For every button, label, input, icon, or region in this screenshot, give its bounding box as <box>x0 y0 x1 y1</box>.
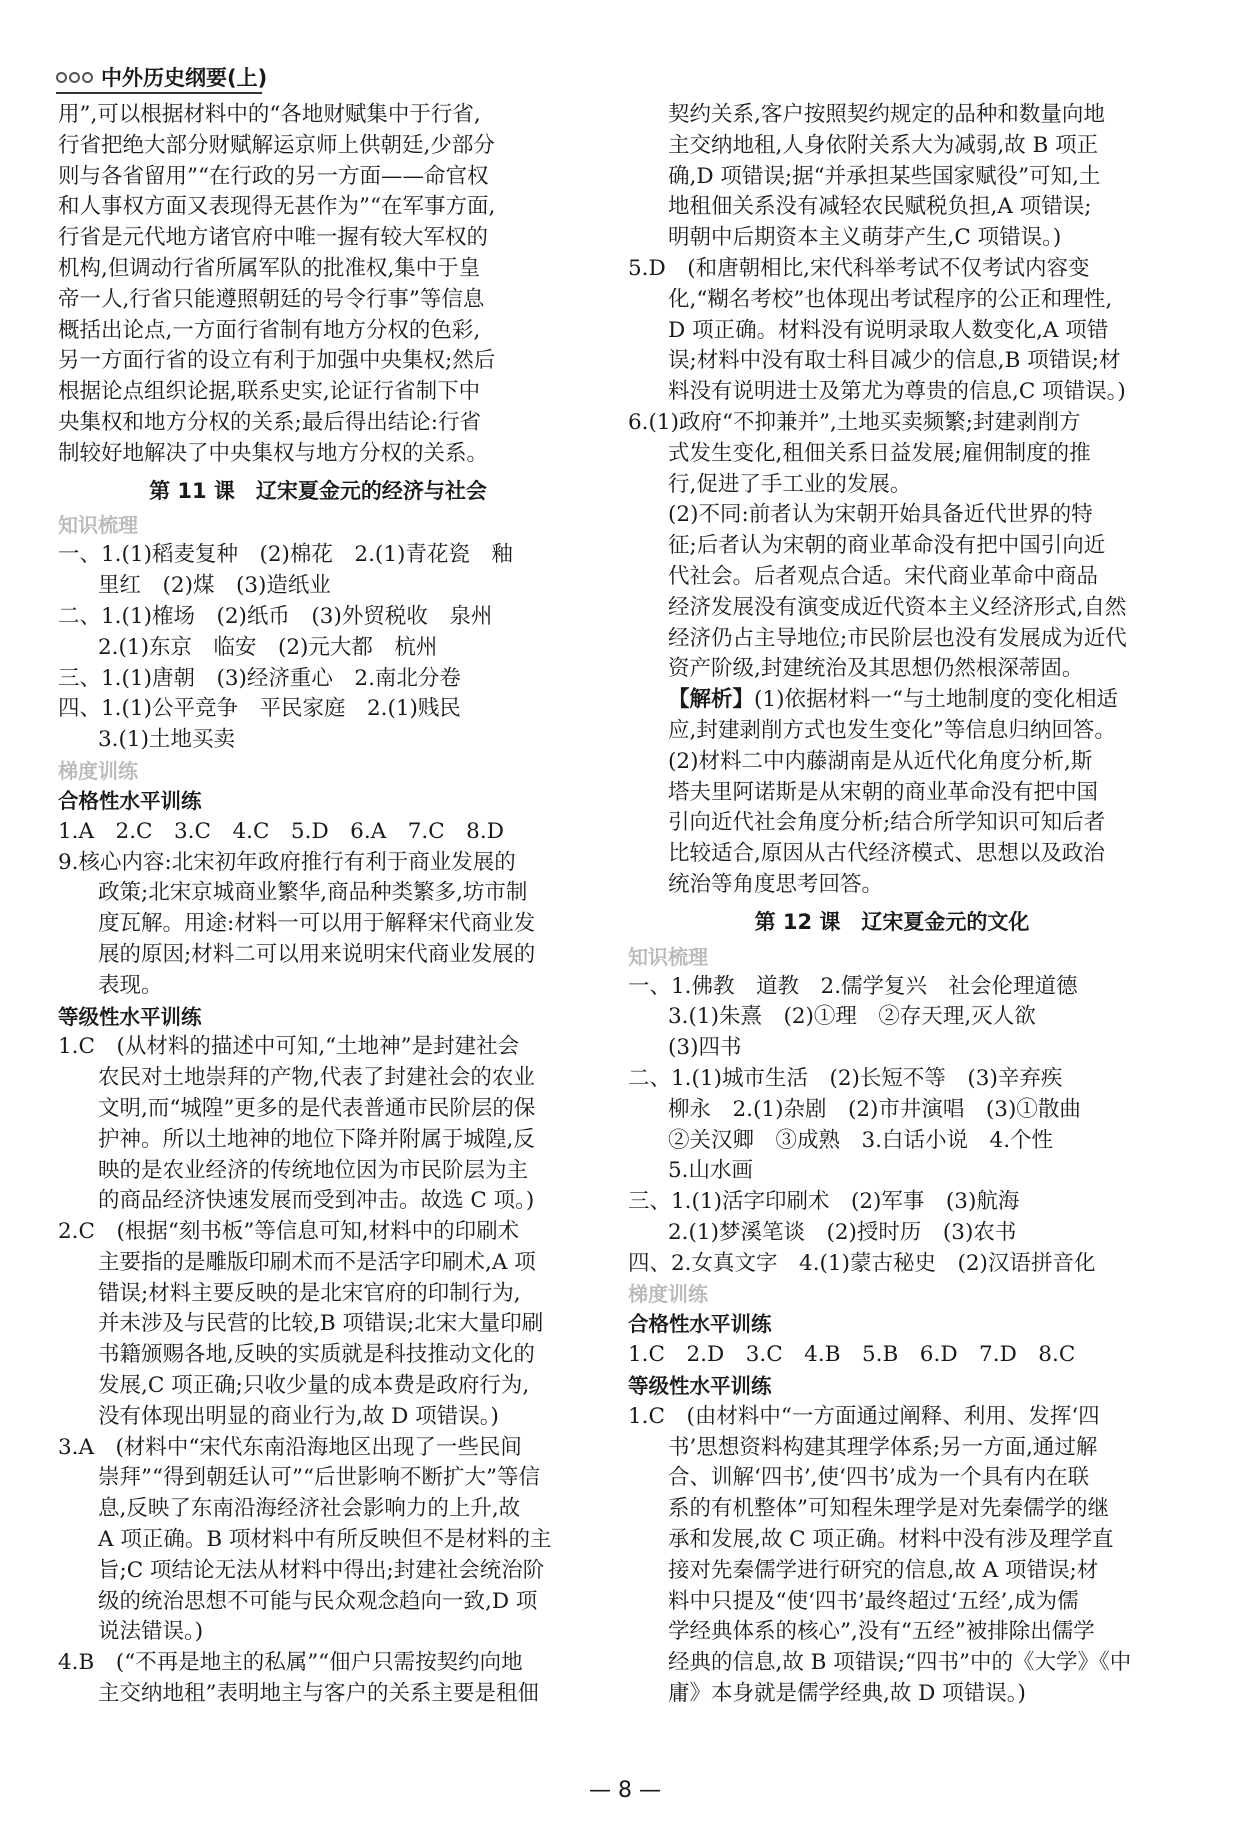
text-line: 主交纳地租,人身依附关系大为减弱,故 B 项正 <box>668 132 1099 158</box>
text-line: 息,反映了东南沿海经济社会影响力的上升,故 <box>98 1496 521 1522</box>
text-line: 机构,但调动行省所属军队的批准权,集中于皇 <box>58 255 481 281</box>
text-line: D 项正确。材料没有说明录取人数变化,A 项错 <box>668 317 1109 343</box>
text-line: ②关汉卿 ③成熟 3.白话小说 4.个性 <box>668 1127 1054 1153</box>
text-line: 行省是元代地方诸官府中唯一握有较大军权的 <box>58 225 489 251</box>
text-line: 承和发展,故 C 项正确。材料中没有涉及理学直 <box>668 1527 1114 1553</box>
section-knowledge: 知识梳理 <box>58 513 138 538</box>
analysis-label: 【解析】 <box>668 687 755 713</box>
text-line: 引向近代社会角度分析;结合所学知识可知后者 <box>668 810 1106 836</box>
text-line: 行,促进了手工业的发展。 <box>668 471 912 497</box>
text-line: 料中只提及“使‘四书’最终超过‘五经’,成为儒 <box>668 1588 1079 1614</box>
text-line: 应,封建剥削方式也发生变化”等信息归纳回答。 <box>668 717 1116 743</box>
text-line: 5.D (和唐朝相比,宋代科举考试不仅考试内容变 <box>628 255 1090 281</box>
text-line: 误;材料中没有取士科目减少的信息,B 项错误;材 <box>668 348 1121 374</box>
text-line: 书’思想资料构建其理学体系;另一方面,通过解 <box>668 1434 1098 1460</box>
header-ornament-icon <box>56 72 93 83</box>
text-line: 征;后者认为宋朝的商业革命没有把中国引向近 <box>668 533 1106 559</box>
text-line: 统治等角度思考回答。 <box>668 871 884 897</box>
text-line: 和人事权方面又表现得无甚作为”“在军事方面, <box>58 194 496 220</box>
text-line: 接对先秦儒学进行研究的信息,故 A 项错误;材 <box>668 1557 1099 1583</box>
text-line: 崇拜”“得到朝廷认可”“后世影响不断扩大”等信 <box>98 1465 540 1491</box>
text-line: (3)四书 <box>668 1035 742 1061</box>
right-column <box>628 100 1156 1710</box>
text-line: 化,“糊名考校”也体现出考试程序的公正和理性, <box>668 286 1113 312</box>
text-line: 行省把绝大部分财赋解运京师上供朝廷,少部分 <box>58 132 495 158</box>
text-line: 1.C (由材料中“一方面通过阐释、利用、发挥‘四 <box>628 1403 1100 1429</box>
text-line: 旨;C 项结论无法从材料中得出;封建社会统治阶 <box>98 1557 545 1583</box>
subsection-advanced: 等级性水平训练 <box>58 1004 202 1029</box>
subsection-basic: 合格性水平训练 <box>58 788 202 813</box>
text-line: 说法错误。) <box>98 1619 204 1645</box>
text-line: 2.(1)梦溪笔谈 (2)授时历 (3)农书 <box>668 1219 1017 1245</box>
text-line: 9.核心内容:北宋初年政府推行有利于商业发展的 <box>58 849 516 875</box>
text-line: 比较适合,原因从古代经济模式、思想以及政治 <box>668 841 1105 867</box>
text-line: 没有体现出明显的商业行为,故 D 项错误。) <box>98 1403 499 1429</box>
text-line: 并未涉及与民营的比较,B 项错误;北宋大量印刷 <box>98 1311 544 1337</box>
answer-2 <box>58 1217 578 1433</box>
text-line: 一、1.佛教 道教 2.儒学复兴 社会伦理道德 <box>628 973 1078 999</box>
text-line: 央集权和地方分权的关系;最后得出结论:行省 <box>58 409 481 435</box>
text-line: 概括出论点,一方面行省制有地方分权的色彩, <box>58 317 481 343</box>
text-line: 2.C (根据“刻书板”等信息可知,材料中的印刷术 <box>58 1219 520 1245</box>
running-header <box>56 62 267 92</box>
text-line: 式发生变化,租佃关系日益发展;雇佣制度的推 <box>668 440 1091 466</box>
knowledge-block <box>58 540 578 756</box>
header-rule <box>56 92 262 94</box>
text-line: 资产阶级,封建统治及其思想仍然根深蒂固。 <box>668 656 1084 682</box>
text-line: 确,D 项错误;据“并承担某些国家赋役”可知,土 <box>668 163 1101 189</box>
text-line: 农民对土地崇拜的产物,代表了封建社会的农业 <box>98 1065 535 1091</box>
section-knowledge: 知识梳理 <box>628 944 708 969</box>
answer-6 <box>628 408 1156 685</box>
text-line: 护神。所以土地神的地位下降并附属于城隍,反 <box>98 1126 535 1152</box>
text-line: 地租佃关系没有减轻农民赋税负担,A 项错误; <box>668 194 1092 220</box>
subsection-advanced: 等级性水平训练 <box>628 1374 772 1399</box>
text-line: 3.A (材料中“宋代东南沿海地区出现了一些民间 <box>58 1434 522 1460</box>
text-line: (2)材料二中内藤湖南是从近代化角度分析,斯 <box>668 748 1093 774</box>
text-line: 经济发展没有演变成近代资本主义经济形式,自然 <box>668 594 1127 620</box>
answer-4 <box>58 1648 578 1710</box>
text-line: 主要指的是雕版印刷术而不是活字印刷术,A 项 <box>98 1249 536 1275</box>
text-line: 2.(1)东京 临安 (2)元大都 杭州 <box>98 634 438 660</box>
analysis-block <box>628 685 1156 901</box>
text-line: 制较好地解决了中央集权与地方分权的关系。 <box>58 440 489 466</box>
text-line: 的商品经济快速发展而受到冲击。故选 C 项。) <box>98 1188 535 1214</box>
text-line: (2)不同:前者认为宋朝开始具备近代世界的特 <box>668 502 1093 528</box>
text-line: 3.(1)土地买卖 <box>98 727 235 753</box>
text-line: 发展,C 项正确;只收少量的成本费是政府行为, <box>98 1373 530 1399</box>
text-line: 用”,可以根据材料中的“各地财赋集中于行省, <box>58 102 481 127</box>
text-line: 二、1.(1)榷场 (2)纸币 (3)外贸税收 泉州 <box>58 603 493 629</box>
lesson-11-title: 第 11 课 辽宋夏金元的经济与社会 <box>149 478 487 503</box>
answer-1 <box>58 1032 578 1217</box>
text-line: 4.B (“不再是地主的私属”“佃户只需按契约向地 <box>58 1650 523 1676</box>
text-line: 书籍颁赐各地,反映的实质就是科技推动文化的 <box>98 1342 535 1368</box>
question-9 <box>58 848 578 1002</box>
text-line: 映的是农业经济的传统地位因为市民阶层为主 <box>98 1157 529 1183</box>
text-line: 一、1.(1)稻麦复种 (2)棉花 2.(1)青花瓷 釉 <box>58 542 513 568</box>
knowledge-block <box>628 972 1156 1280</box>
text-line: 塔夫里阿诺斯是从宋朝的商业革命没有把中国 <box>668 779 1099 805</box>
text-line: 三、1.(1)活字印刷术 (2)军事 (3)航海 <box>628 1189 1020 1215</box>
text-line: 6.(1)政府“不抑兼并”,土地买卖频繁;封建剥削方 <box>628 409 1081 435</box>
text-line: 合、训解‘四书’,使‘四书’成为一个具有内在联 <box>668 1465 1090 1491</box>
answer-5 <box>628 254 1156 408</box>
intro-paragraph <box>58 100 578 470</box>
text-line: 帝一人,行省只能遵照朝廷的号令行事”等信息 <box>58 286 485 312</box>
text-line: 5.山水画 <box>668 1158 754 1184</box>
text-line: 代社会。后者观点合适。宋代商业革命中商品 <box>668 563 1099 589</box>
text-line: 明朝中后期资本主义萌芽产生,C 项错误。) <box>668 225 1062 251</box>
text-line: 级的统治思想不可能与民众观念趋向一致,D 项 <box>98 1588 538 1614</box>
text-line: 度瓦解。用途:材料一可以用于解释宋代商业发 <box>98 911 536 937</box>
answer-3 <box>58 1433 578 1649</box>
text-line: A 项正确。B 项材料中有所反映但不是材料的主 <box>98 1527 552 1553</box>
text-line: 柳永 2.(1)杂剧 (2)市井演唱 (3)①散曲 <box>668 1096 1081 1122</box>
text-line: 里红 (2)煤 (3)造纸业 <box>98 573 331 599</box>
text-line: 系的有机整体”可知程朱理学是对先秦儒学的继 <box>668 1496 1109 1522</box>
section-training: 梯度训练 <box>58 758 138 783</box>
text-line: 经典的信息,故 B 项错误;“四书”中的《大学》《中 <box>668 1650 1132 1676</box>
section-training: 梯度训练 <box>628 1282 708 1307</box>
text-line: 根据论点组织论据,联系史实,论证行省制下中 <box>58 379 481 405</box>
text-line: 二、1.(1)城市生活 (2)长短不等 (3)辛弃疾 <box>628 1065 1063 1091</box>
left-column <box>58 100 578 1710</box>
answer-1 <box>628 1402 1156 1710</box>
text-line: 庸》本身就是儒学经典,故 D 项错误。) <box>668 1681 1026 1707</box>
text-line: 料没有说明进士及第尤为尊贵的信息,C 项错误。) <box>668 379 1126 405</box>
subsection-basic: 合格性水平训练 <box>628 1312 772 1337</box>
text-line: 文明,而“城隍”更多的是代表普通市民阶层的保 <box>98 1095 536 1121</box>
basic-answers: 1.A 2.C 3.C 4.C 5.D 6.A 7.C 8.D <box>58 818 504 844</box>
text-line: 政策;北宋京城商业繁华,商品种类繁多,坊市制 <box>98 880 528 906</box>
page-number: — 8 — <box>589 1778 661 1803</box>
text-line: 四、2.女真文字 4.(1)蒙古秘史 (2)汉语拼音化 <box>628 1250 1096 1276</box>
analysis-first-line <box>628 685 1156 716</box>
header-title: 中外历史纲要(上) <box>101 66 268 90</box>
text-line: 展的原因;材料二可以用来说明宋代商业发展的 <box>98 941 536 967</box>
text-line: 经济仍占主导地位;市民阶层也没有发展成为近代 <box>668 625 1127 651</box>
lesson-12-title: 第 12 课 辽宋夏金元的文化 <box>754 909 1030 934</box>
text-line: (1)依据材料一“与土地制度的变化相适 <box>754 687 1118 713</box>
text-line: 错误;材料主要反映的是北宋官府的印制行为, <box>98 1280 521 1306</box>
text-line: 表现。 <box>98 972 163 998</box>
text-line: 则与各省留用”“在行政的另一方面——命官权 <box>58 163 489 189</box>
text-line: 1.C (从材料的描述中可知,“土地神”是封建社会 <box>58 1034 520 1060</box>
text-line: 四、1.(1)公平竞争 平民家庭 2.(1)贱民 <box>58 696 461 722</box>
text-line: 学经典体系的核心”,没有“五经”被排除出儒学 <box>668 1619 1095 1645</box>
text-line: 三、1.(1)唐朝 (3)经济重心 2.南北分卷 <box>58 665 461 691</box>
text-line: 主交纳地租”表明地主与客户的关系主要是租佃 <box>98 1681 539 1707</box>
answer-4-continued <box>628 100 1156 254</box>
text-line: 另一方面行省的设立有利于加强中央集权;然后 <box>58 348 496 374</box>
text-line: 契约关系,客户按照契约规定的品种和数量向地 <box>668 102 1105 127</box>
basic-answers: 1.C 2.D 3.C 4.B 5.B 6.D 7.D 8.C <box>628 1342 1076 1368</box>
text-line: 3.(1)朱熹 (2)①理 ②存天理,灭人欲 <box>668 1004 1036 1030</box>
